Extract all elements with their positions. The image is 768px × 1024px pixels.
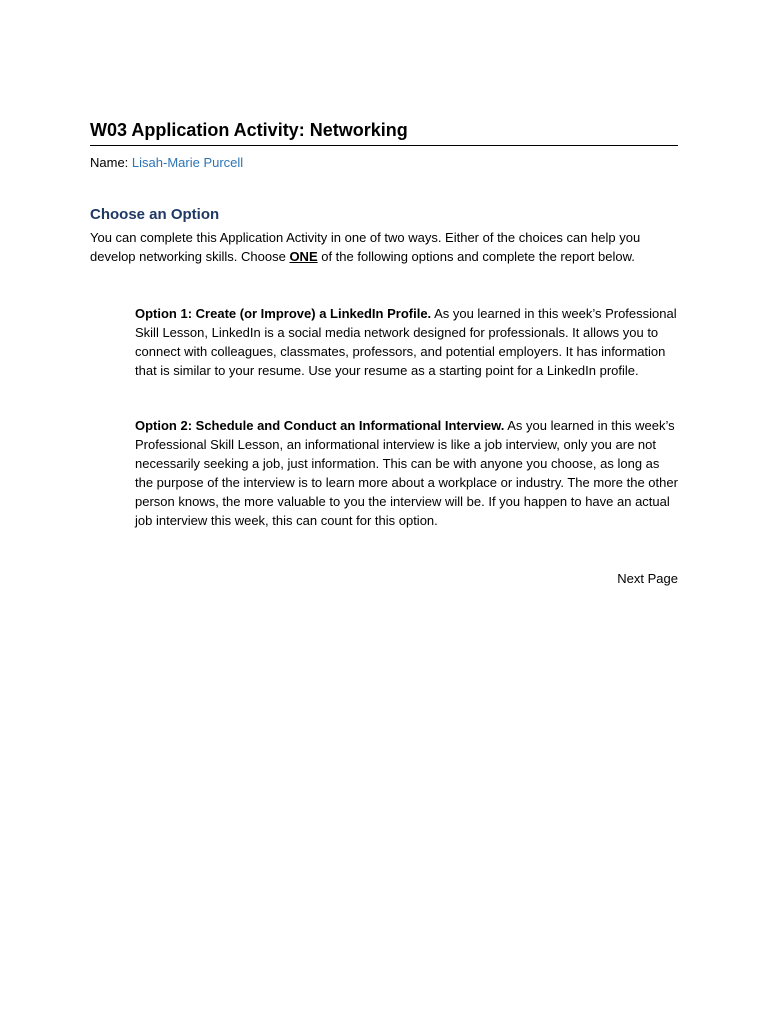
intro-text-before: You can complete this Application Activity in one of two ways. Either of the choices can help you develop networking skills. Choose [90, 230, 641, 264]
intro-emphasis: ONE [289, 249, 318, 264]
page-title: W03 Application Activity: Networking [90, 120, 678, 146]
name-value: Lisah-Marie Purcell [131, 155, 244, 170]
intro-text-after: of the following options and complete the report below. [317, 249, 635, 264]
section-heading: Choose an Option [90, 206, 220, 223]
option-1-paragraph [135, 304, 678, 380]
option-2-body: As you learned in this week’s Professional Skill Lesson, an informational interview is like a job interview, only you are not necessarily seeking a job, just information. This can be with anyone you choose, as long as the purpose of the interview is to learn more about a workplace or industry. The more the other person knows, the more valuable to you the interview will be. If you happen to have an actual job interview this week, this can count for this option. [135, 418, 678, 528]
name-line [90, 155, 243, 170]
intro-paragraph [90, 228, 678, 266]
option-1-body: As you learned in this week’s Professional Skill Lesson, LinkedIn is a social media network designed for professionals. It allows you to connect with colleagues, classmates, professors, and potential employers. It has information that is similar to your resume. Use your resume as a starting point for a LinkedIn profile. [135, 306, 677, 378]
option-2-title: Option 2: Schedule and Conduct an Informational Interview. [135, 418, 505, 433]
next-page-label: Next Page [617, 571, 678, 586]
option-2-paragraph [135, 416, 678, 530]
name-label: Name: [90, 155, 129, 170]
option-1-title: Option 1: Create (or Improve) a LinkedIn Profile. [135, 306, 432, 321]
